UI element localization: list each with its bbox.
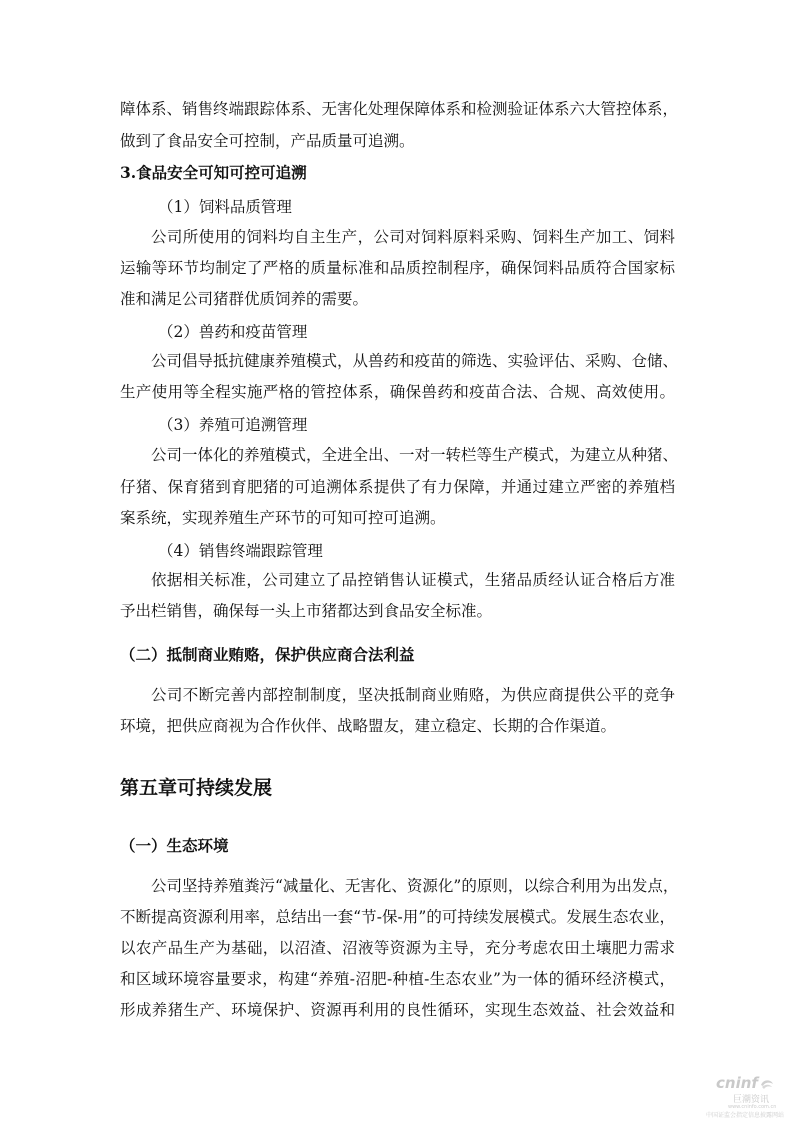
- paragraph-line: 依据相关标准，公司建立了品控销售认证模式，生猪品质经认证合格后方准: [151, 571, 675, 589]
- subsection-label: （3）养殖可追溯管理: [158, 416, 308, 434]
- paragraph-line: 做到了食品安全可控制，产品质量可追溯。: [120, 132, 415, 150]
- paragraph-line: 准和满足公司猪群优质饲养的需要。: [120, 290, 369, 308]
- paragraph-line: 以农产品生产为基础，以沼渣、沼液等资源为主导，充分考虑农田土壤肥力需求: [120, 939, 675, 957]
- paragraph-line: 形成养猪生产、环境保护、资源再利用的良性循环，实现生态效益、社会效益和: [120, 1001, 675, 1019]
- paragraph-line: 案系统，实现养殖生产环节的可知可控可追溯。: [120, 509, 446, 527]
- paragraph-line: 公司不断完善内部控制制度，坚决抵制商业贿赂，为供应商提供公平的竞争: [151, 686, 675, 704]
- watermark-footer: 中国证监会指定信息披露网站: [706, 1112, 785, 1119]
- paragraph-line: 和区域环境容量要求，构建“养殖-沼肥-种植-生态农业”为一体的循环经济模式，: [120, 970, 675, 988]
- cninfo-swirl-icon: [759, 1076, 775, 1092]
- subsection-label: （4）销售终端跟踪管理: [158, 542, 323, 560]
- paragraph-line: 运输等环节均制定了严格的质量标准和品质控制程序，确保饲料品质符合国家标: [120, 259, 675, 277]
- watermark-logo-text: cninf: [716, 1074, 758, 1092]
- paragraph-line: 公司倡导抵抗健康养殖模式，从兽药和疫苗的筛选、实验评估、采购、仓储、: [151, 352, 679, 370]
- chapter-title: 第五章可持续发展: [120, 777, 273, 799]
- section-heading: （二）抵制商业贿赂，保护供应商合法利益: [120, 646, 415, 664]
- paragraph-line: 不断提高资源利用率，总结出一套“节-保-用”的可持续发展模式。发展生态农业，: [120, 908, 675, 926]
- subsection-label: （1）饲料品质管理: [158, 198, 292, 216]
- paragraph-line: 公司一体化的养殖模式，全进全出、一对一转栏等生产模式，为建立从种猪、: [151, 446, 679, 464]
- section-heading: 3.食品安全可知可控可追溯: [120, 163, 307, 182]
- paragraph-line: 生产使用等全程实施严格的管控体系，确保兽药和疫苗合法、合规、高效使用。: [120, 383, 675, 401]
- paragraph-line: 环境，把供应商视为合作伙伴、战略盟友，建立稳定、长期的合作渠道。: [120, 717, 617, 735]
- paragraph-line: 仔猪、保育猪到育肥猪的可追溯体系提供了有力保障，并通过建立严密的养殖档: [120, 478, 675, 496]
- watermark-url: www.cninfo.com.cn: [728, 1104, 777, 1110]
- subsection-label: （2）兽药和疫苗管理: [158, 323, 308, 341]
- paragraph-line: 公司所使用的饲料均自主生产，公司对饲料原料采购、饲料生产加工、饲料: [151, 228, 675, 246]
- paragraph-line: 公司坚持养殖粪污“减量化、无害化、资源化”的原则，以综合利用为出发点，: [151, 877, 679, 895]
- section-heading: （一）生态环境: [120, 837, 229, 855]
- watermark-cn-name: 巨潮资讯: [733, 1095, 770, 1105]
- paragraph-line: 予出栏销售，确保每一头上市猪都达到食品安全标准。: [120, 602, 493, 620]
- paragraph-line: 障体系、销售终端跟踪体系、无害化处理保障体系和检测验证体系六大管控体系，: [120, 100, 679, 118]
